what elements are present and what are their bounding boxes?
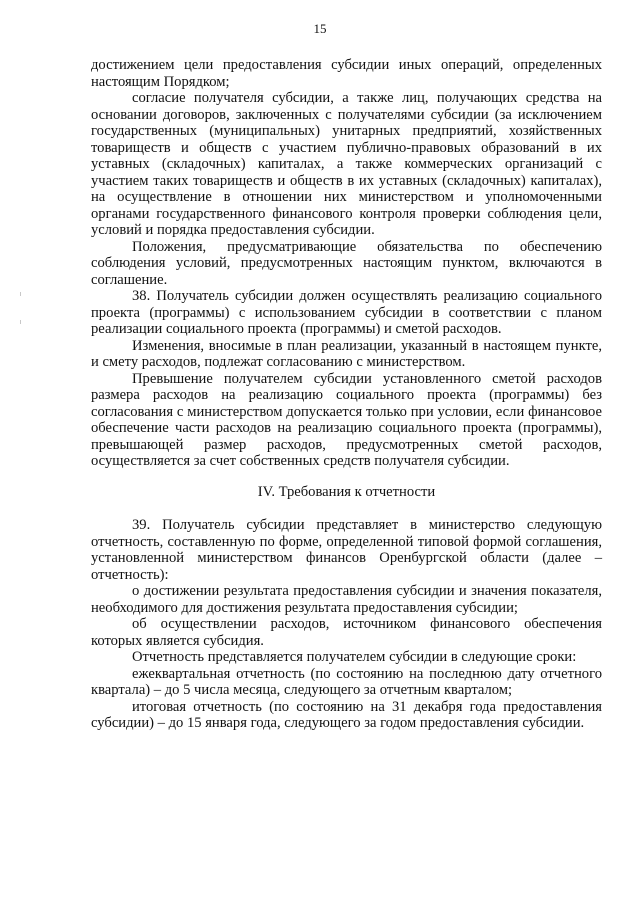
paragraph: Превышение получателем субсидии установленного сметой расходов размера расходов на реализацию социального проекта (программы) без согласования с министерством допускается только при условии, если финансовое обеспечение части расходов на реализацию социального проекта (программы), превышающей размер расходов, предусмотренных сметой расходов, осуществляется за счет собственных средств получателя субсидии. bbox=[91, 370, 602, 469]
paragraphs-after-heading bbox=[91, 517, 602, 732]
paragraph: ежеквартальная отчетность (по состоянию на последнюю дату отчетного квартала) – до 5 числа месяца, следующего за отчетным кварталом; bbox=[91, 665, 602, 698]
page-number: 15 bbox=[313, 21, 327, 36]
paragraph: согласие получателя субсидии, а также лиц, получающих средства на основании договоров, заключенных с получателями субсидии (за исключением государственных (муниципальных) унитарных предприятий, хозяйственных товариществ и обществ с участием публично-правовых образований в их уставных (складочных) капиталах, а также коммерческих организаций с участием таких товариществ и обществ в их уставных (складочных) капиталах), на осуществление в отношении них министерством и уполномоченными органами государственного финансового контроля проверки соблюдения цели, условий и порядка предоставления субсидии. bbox=[91, 90, 602, 238]
paragraph: достижением цели предоставления субсидии иных операций, определенных настоящим Порядком; bbox=[91, 57, 602, 90]
document-body bbox=[91, 57, 602, 732]
paragraph: 39. Получатель субсидии представляет в министерство следующую отчетность, составленную по форме, определенной типовой формой соглашения, установленной министерством финансов Оренбургской области (далее – отчетность): bbox=[91, 517, 602, 583]
paragraph: Положения, предусматривающие обязательства по обеспечению соблюдения условий, предусмотренных настоящим пунктом, включаются в соглашение. bbox=[91, 238, 602, 288]
paragraph: итоговая отчетность (по состоянию на 31 декабря года предоставления субсидии) – до 15 января года, следующего за годом предоставления субсидии. bbox=[91, 698, 602, 731]
section-heading: IV. Требования к отчетности bbox=[257, 483, 436, 500]
paragraph: Изменения, вносимые в план реализации, указанный в настоящем пункте, и смету расходов, подлежат согласованию с министерством. bbox=[91, 337, 602, 370]
paragraph: об осуществлении расходов, источником финансового обеспечения которых является субсидия. bbox=[91, 616, 602, 649]
paragraphs-before-heading bbox=[91, 57, 602, 470]
scan-margin-mark bbox=[20, 320, 21, 324]
scan-margin-mark bbox=[20, 292, 21, 296]
paragraph: 38. Получатель субсидии должен осуществлять реализацию социального проекта (программы) с использованием субсидии в соответствии с планом реализации социального проекта (программы) и сметой расходов. bbox=[91, 288, 602, 337]
paragraph: о достижении результата предоставления субсидии и значения показателя, необходимого для достижения результата предоставления субсидии; bbox=[91, 583, 602, 616]
paragraph: Отчетность представляется получателем субсидии в следующие сроки: bbox=[132, 649, 577, 665]
